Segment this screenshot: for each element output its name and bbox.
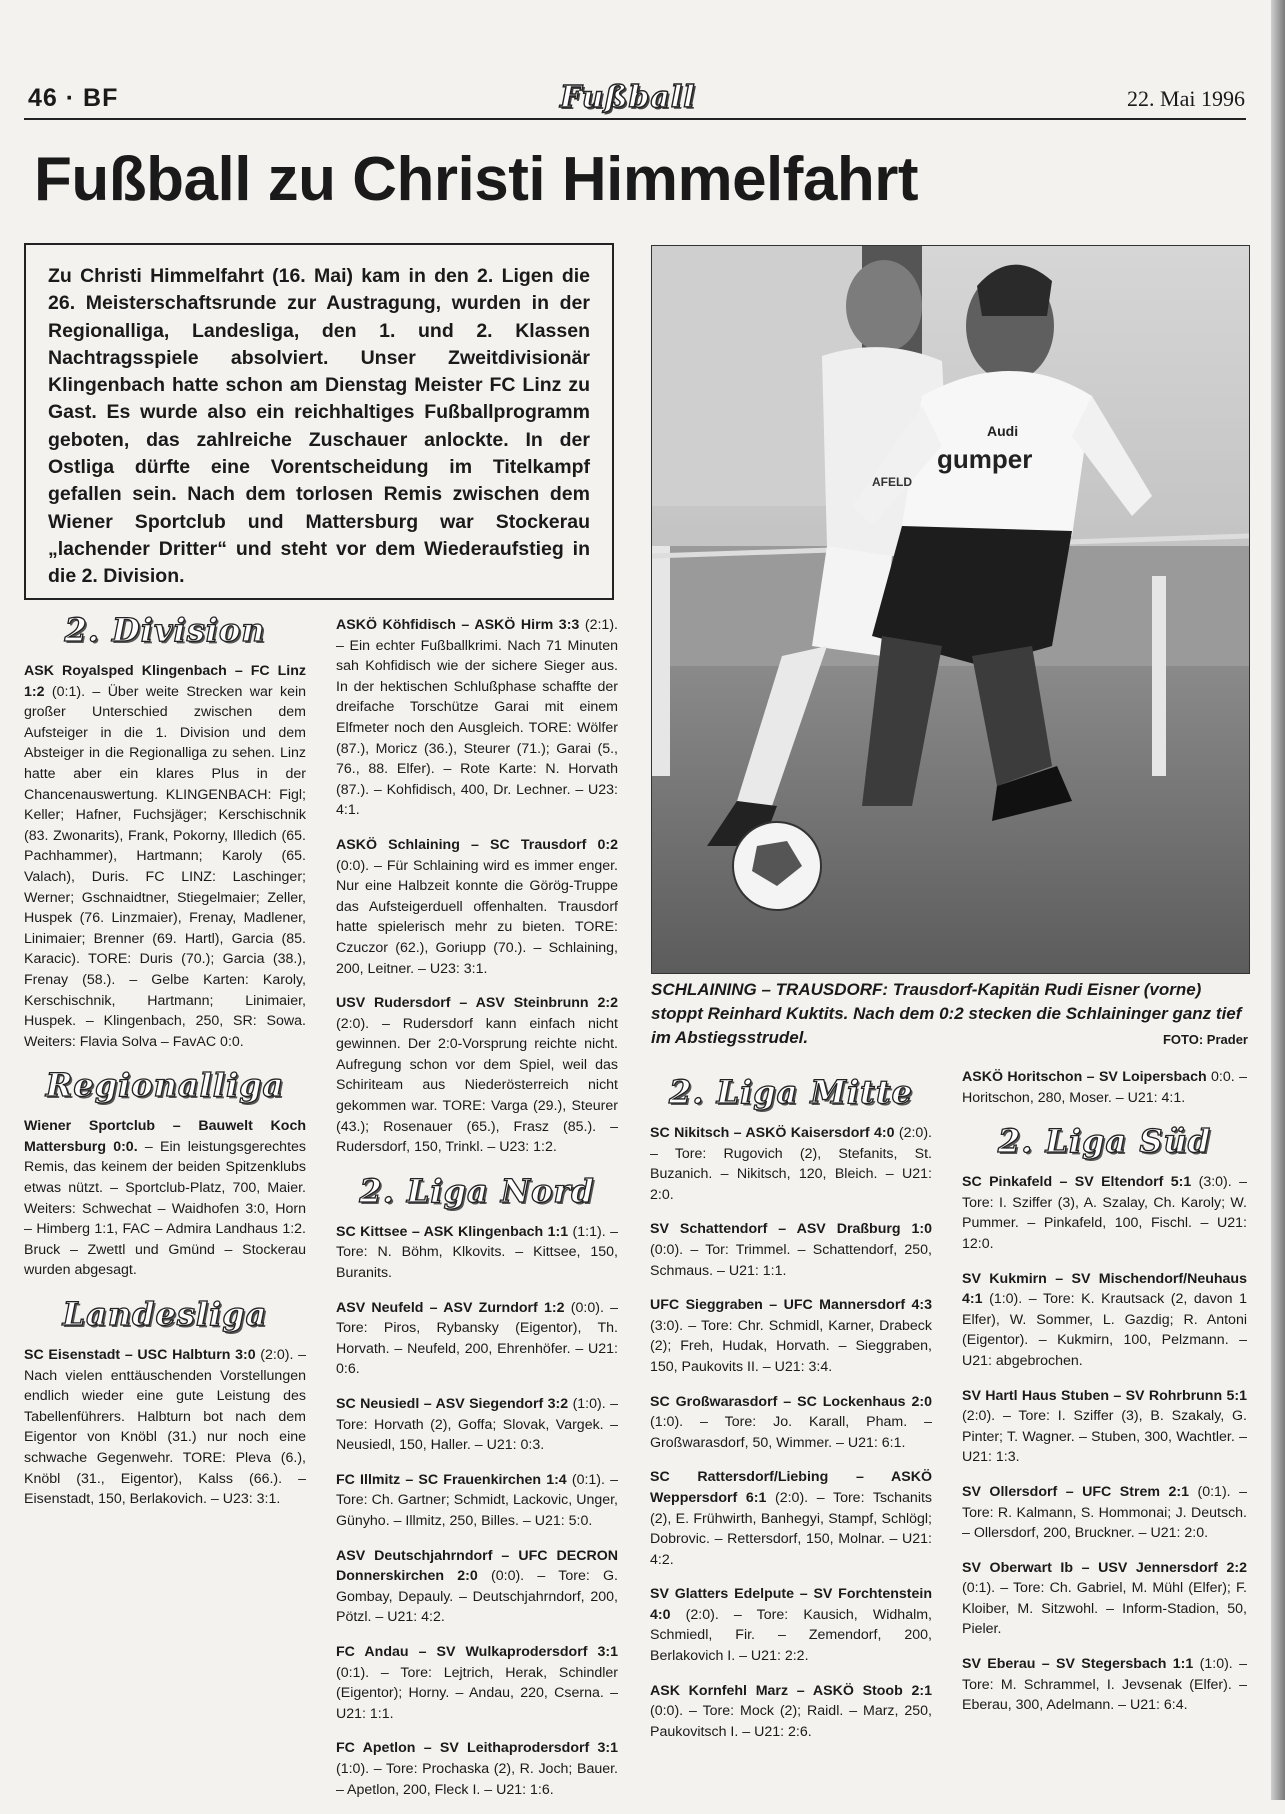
match-report: USV Rudersdorf – ASV Steinbrunn 2:2 (2:0). – Rudersdorf kann einfach nicht gewinnen. Der 2:0-Vorsprung reichte nicht. Aufregung schon vor dem Spiel, weil das Schiriteam aus Niederösterreich nicht gekommen war. TORE: Varga (29.), Steurer (43.); Rosenauer (65.), Frasz (85.). – Rudersdorf, 150, Trinkl. – U23: 1:2. bbox=[336, 995, 618, 1156]
match-report: ASV Deutschjahrndorf – UFC DECRON Donnerskirchen 2:0 (0:0). – Tore: G. Gombay, Depauly. – Deutschjahrndorf, 200, Pötzl. – U21: 4:2. bbox=[336, 1547, 618, 1626]
section-heading-2-liga-nord: 2. Liga Nord bbox=[359, 1171, 595, 1210]
section-heading-landesliga: Landesliga bbox=[62, 1295, 268, 1334]
match-report: ASK Royalsped Klingenbach – FC Linz 1:2 (0:1). – Über weite Strecken war kein großer Unterschied zwischen dem Aufsteiger in die 1. Division und dem Absteiger in die Regionalliga zu sehen. Linz hatte aber ein klares Plus in der Chancenauswertung. KLINGENBACH: Figl; Keller; Hafner, Fuchsjäger; Kerschischnik (83. Zwonarits), Frank, Pokorny, Illedich (65. Pachhammer), Hartmann; Karoly (65. Valach), Duris. FC LINZ: Laschinger; Werner; Gschnaidtner, Stiegelmaier; Zeller, Huspek (76. Linzmaier), Frenay, Madlener, Linimaier; Brenner (69. Hartl), Garcia (85. Karacic). TORE: Duris (70.); Garcia (38.), Frenay (58.). – Gelbe Karten: Karoly, Kerschischnik, Hartmann; Linimaier, Huspek. – Klingenbach, 250, SR: Sowa. Weiters: Flavia Solva – FavAC 0:0. bbox=[24, 663, 306, 1050]
match-report: SV Schattendorf – ASV Draßburg 1:0 (0:0). – Tor: Trimmel. – Schattendorf, 250, Schmaus. – U21: 1:1. bbox=[650, 1221, 932, 1279]
photo-illustration bbox=[652, 246, 1249, 973]
match-report: FC Illmitz – SC Frauenkirchen 1:4 (0:1). – Tore: Ch. Gartner; Schmidt, Lackovic, Unger, Günyho. – Illmitz, 250, Billes. – U21: 5:0. bbox=[336, 1471, 618, 1529]
match-report: ASK Kornfehl Marz – ASKÖ Stoob 2:1 (0:0). – Tore: Mock (2); Raidl. – Marz, 250, Paukovitsch I. – U21: 2:6. bbox=[650, 1682, 932, 1740]
match-photo bbox=[651, 245, 1250, 974]
column-4 bbox=[962, 1067, 1247, 1730]
column-1 bbox=[24, 605, 306, 1524]
match-report: SV Hartl Haus Stuben – SV Rohrbrunn 5:1 (2:0). – Tore: I. Sziffer (3), B. Szakaly, G. Pinter; T. Wagner. – Stuben, 300, Wachtler. – U21: 1:3. bbox=[962, 1387, 1247, 1466]
intro-text: Zu Christi Himmelfahrt (16. Mai) kam in den 2. Ligen die 26. Meisterschaftsrunde zur Austragung, wurden in der Regionalliga, Landesliga, den 1. und 2. Klassen Nachtragsspiele absolviert. Unser Zweitdivisionär Klingenbach hatte schon am Dienstag Meister FC Linz zu Gast. Es wurde also ein reichhaltiges Fußballprogramm geboten, das zahlreiche Zuschauer anlockte. In der Ostliga dürfte eine Vorentscheidung im Titelkampf gefallen sein. Nach dem torlosen Remis zwischen dem Wiener Sportclub und Mattersburg war Stockerau „lachender Dritter“ und steht vor dem Wiederaufstieg in die 2. Division. bbox=[48, 265, 590, 588]
match-report: SV Oberwart Ib – USV Jennersdorf 2:2 (0:1). – Tore: Ch. Gabriel, M. Mühl (Elfer); F. Kloiber, M. Sitzwohl. – Inform-Stadion, 50, Pieler. bbox=[962, 1559, 1247, 1638]
match-report: SC Nikitsch – ASKÖ Kaisersdorf 4:0 (2:0). – Tore: Rugovich (2), Stefanits, St. Buzanich. – Nikitsch, 120, Bleich. – U21: 2:0. bbox=[650, 1125, 932, 1203]
match-report: SV Kukmirn – SV Mischendorf/Neuhaus 4:1 (1:0). – Tore: K. Krautsack (2, davon 1 Elfer), W. Sommer, L. Gazdig; R. Antoni (Eigentor). – Kukmirn, 100, Pelzmann. – U21: abgebrochen. bbox=[962, 1270, 1247, 1369]
match-report: SC Großwarasdorf – SC Lockenhaus 2:0 (1:0). – Tore: Jo. Karall, Pham. – Großwarasdorf, 50, Wimmer. – U21: 6:1. bbox=[650, 1393, 932, 1451]
section-heading-2-division: 2. Division bbox=[64, 611, 266, 649]
header-rule bbox=[24, 118, 1246, 120]
match-report: SC Eisenstadt – USC Halbturn 3:0 (2:0). – Nach vielen enttäuschenden Vorstellungen endlich wieder eine gute Leistung des Tabellenführers. Halbturn bot nach dem Eigentor von Knöbl (31.) nur noch eine schwache Gegenwehr. TORE: Pleva (6.), Knöbl (31., Eigentor), Kalss (66.). – Eisenstadt, 150, Berlakovich. – U23: 3:1. bbox=[24, 1347, 307, 1508]
match-report: SC Kittsee – ASK Klingenbach 1:1 (1:1). – Tore: N. Böhm, Klkovits. – Kittsee, 150, Buranits. bbox=[336, 1223, 618, 1282]
match-report: FC Andau – SV Wulkaprodersdorf 3:1 (0:1). – Tore: Lejtrich, Herak, Schindler (Eigentor); Horny. – Andau, 220, Cserna. – U21: 1:1. bbox=[336, 1643, 618, 1722]
photo-shirt-logo: Audi bbox=[987, 423, 1019, 439]
page-binding-edge bbox=[1271, 0, 1285, 1800]
photo-back-text: AFELD bbox=[872, 475, 912, 489]
match-report: ASV Neufeld – ASV Zurndorf 1:2 (0:0). – Tore: Piros, Rybansky (Eigentor), Th. Horvath. – Neufeld, 200, Ehrenhöfer. – U21: 0:6. bbox=[336, 1299, 619, 1378]
page-number: 46 · BF bbox=[28, 84, 119, 112]
headline: Fußball zu Christi Himmelfahrt bbox=[34, 145, 919, 214]
section-heading-regionalliga: Regionalliga bbox=[45, 1066, 285, 1105]
section-title: Fußball bbox=[560, 80, 696, 115]
match-report: SC Neusiedl – ASV Siegendorf 3:2 (1:0). – Tore: Horvath (2), Goffa; Slovak, Vargek. – Neusiedl, 150, Haller. – U21: 0:3. bbox=[336, 1396, 619, 1454]
match-report: SC Rattersdorf/Liebing – ASKÖ Weppersdorf 6:1 (2:0). – Tore: Tschanits (2), E. Frühwirth, Banhegyi, Stampf, Schlögl; Dobrovic. – Rettersdorf, 150, Molnar. – U21: 4:2. bbox=[650, 1469, 933, 1568]
match-report: FC Apetlon – SV Leithaprodersdorf 3:1 (1:0). – Tore: Prochaska (2), R. Joch; Bauer. – Apetlon, 200, Fleck I. – U21: 1:6. bbox=[336, 1740, 618, 1798]
column-2 bbox=[336, 615, 618, 1814]
intro-box bbox=[24, 243, 614, 600]
column-3 bbox=[650, 1067, 932, 1756]
match-report: SV Glatters Edelpute – SV Forchtenstein 4:0 (2:0). – Tore: Kausich, Widhalm, Schmiedl, Fir. – Zemendorf, 200, Berlakovich I. – U21: 2:2. bbox=[650, 1586, 932, 1665]
photo-caption: SCHLAINING – TRAUSDORF: Trausdorf-Kapitän Rudi Eisner (vorne) stoppt Reinhard Kuktits. Nach dem 0:2 stecken die Schlaininger ganz tief im Abstiegsstrudel. bbox=[651, 980, 1242, 1047]
match-report: SC Pinkafeld – SV Eltendorf 5:1 (3:0). – Tore: I. Sziffer (3), A. Szalay, Ch. Karoly; W. Pummer. – Pinkafeld, 100, Fischl. – U21: 12:0. bbox=[962, 1174, 1247, 1252]
match-report: ASKÖ Horitschon – SV Loipersbach 0:0. – Horitschon, 280, Moser. – U21: 4:1. bbox=[962, 1069, 1247, 1106]
match-report: ASKÖ Köhfidisch – ASKÖ Hirm 3:3 (2:1). – Ein echter Fußballkrimi. Nach 71 Minuten sah Kohfidisch wie der sichere Sieger aus. In der hektischen Schlußphase schaffte der dreifache Torschütze Garai mit einem Elfmeter noch den Ausgleich. TORE: Wölfer (87.), Moricz (36.), Steurer (71.); Garai (5., 76., 88. Elfer). – Rote Karte: N. Horvath (87.). – Kohfidisch, 400, Dr. Lechner. – U23: 4:1. bbox=[336, 617, 618, 819]
section-heading-2-liga-mitte: 2. Liga Mitte bbox=[669, 1073, 913, 1111]
section-heading-2-liga-sued: 2. Liga Süd bbox=[997, 1122, 1212, 1161]
match-report: UFC Sieggraben – UFC Mannersdorf 4:3 (3:0). – Tore: Chr. Schmidl, Karner, Drabeck (2); Freh, Hudak, Horvath. – Sieggraben, 150, Paukovits II. – U21: 3:4. bbox=[650, 1297, 932, 1375]
match-report: Wiener Sportclub – Bauwelt Koch Mattersburg 0:0. – Ein leistungsgerechtes Remis, das keinem der beiden Spitzenklubs etwas nützt. – Sportclub-Platz, 700, Maier. Weiters: Schwechat – Waidhofen 3:0, Horn – Himberg 1:1, FAC – Admira Landhaus 1:2. Bruck – Zwettl und Gmünd – Stockerau wurden abgesagt. bbox=[24, 1118, 306, 1279]
match-report: SV Eberau – SV Stegersbach 1:1 (1:0). – Tore: M. Schrammel, I. Jevsenak (Elfer). – Eberau, 300, Adelmann. – U21: 6:4. bbox=[962, 1656, 1247, 1714]
issue-date: 22. Mai 1996 bbox=[1127, 86, 1245, 111]
match-report: ASKÖ Schlaining – SC Trausdorf 0:2 (0:0). – Für Schlaining wird es immer enger. Nur eine Halbzeit konnte die Görög-Truppe das Aufsteigerduell offenhalten. Trausdorf hatte spielerisch mehr zu bieten. TORE: Czuczor (62.), Goriupp (70.). – Schlaining, 200, Leitner. – U23: 3:1. bbox=[336, 836, 618, 977]
photo-credit: FOTO: Prader bbox=[1162, 1032, 1248, 1047]
match-report: SV Ollersdorf – UFC Strem 2:1 (0:1). – Tore: R. Kalmann, S. Hommonai; J. Deutsch. – Ollersdorf, 200, Bruckner. – U21: 2:0. bbox=[962, 1483, 1248, 1542]
photo-shirt-text: gumper bbox=[937, 444, 1033, 474]
